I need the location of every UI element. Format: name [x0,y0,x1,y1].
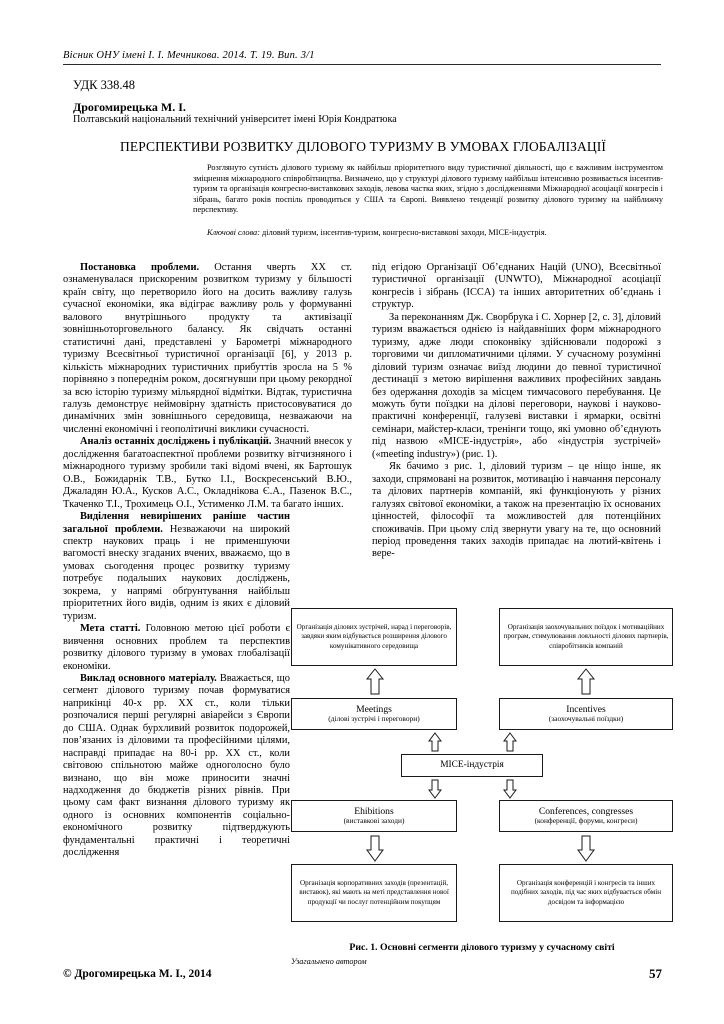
mice-core-label: МІСЕ-індустрія [440,759,504,770]
body-column-right [372,262,661,561]
text-analysis: Значний внесок у дослідження багатоаспектної проблеми розвитку вітчизняного і міжнародного туризму зробили такі відомі вчені, як Бартошук О.В., Божидарнік Т.В., Бутко І.І., Воскресенський В.Ю., Джаладян Ю.А., Кусков А.С., Окладнікова Є.А., Пазенок В.С., Ткаченко Т.І., Трохимець О.І., Устименко Л.М. та багато інших. [63,436,352,510]
conferences-title: Conferences, congresses [538,805,634,817]
keywords-line [193,228,663,239]
figure-source-note: Узагальнено автором [291,957,367,966]
text-main: Вважається, що сегмент ділового туризму почав формуватися наприкінці 40-х рр. XX ст., коли тільки розпочалися перші регулярні авіарейси з Європи до США. Однак бурхливий розвиток подорожей, пов’язаних із діловими та професійними цілями, насправді припадає на 80-і рр. XX ст., коли світовою спільнотою майже одноголосно було визнано, що він може приносити значні надходження до бюджетів різних рівнів. При цьому сам факт визнання ділового туризму як одного із основних компонентів соціально-економічного розвитку підтверджують фундаментальні практичні і теоретичні дослідження [63,672,290,859]
keywords-value: діловий туризм, інсентив-туризм, конгресно-виставкові заходи, МІСЕ-індустрія. [262,228,547,237]
text-right-3: Як бачимо з рис. 1, діловий туризм – це ніщо інше, як заходи, спрямовані на розвиток, мотивацію і навчання персоналу та ділових партнерів компаній, які функціонують у різних галузях світової економіки, а також на презентацію їх основаних цінностей, філософії та можливостей для потенційних споживачів. При цьому слід звернути увагу на те, що основний період проведення таких заходів припадає на лютий-квітень і вере- [372,461,661,560]
figure-box-mice-core [401,754,543,777]
text-unsolved: Незважаючи на широкий спектр наукових праць і не применшуючи вагомості внеску згаданих вчених, вважаємо, що в умовах сьогодення процес розвитку туризму потребує подальших наукових досліджень, зокрема, у напрямі обґрунтування найбільш пріоритетних його видів, одним із яких є діловий туризм. [63,523,290,622]
paragraph-main [63,673,290,860]
udk-code: УДК 338.48 [73,78,135,92]
arrow-down-left-icon [365,834,385,862]
paragraph-right-2 [372,312,661,461]
arrow-center-down-right-icon [503,779,517,799]
paragraph-right-1 [372,262,661,312]
heading-analysis: Аналіз останніх досліджень і публікацій. [80,436,272,448]
copyright-line: © Дрогомирецька М. І., 2014 [63,968,212,980]
arrow-up-left-icon [365,668,385,696]
arrow-down-right-icon [576,834,596,862]
figure-mice-segments [291,608,673,938]
incentives-sub: (заохочувальні поїздки) [548,713,624,723]
exhibitions-sub: (виставкові заходи) [343,815,405,825]
arrow-center-down-left-icon [428,779,442,799]
exhibitions-title: Ehibitions [354,805,394,817]
meetings-sub: (ділові зустрічі і переговори) [328,713,420,723]
keywords-label: Ключові слова: [207,228,260,237]
paragraph-goal [63,623,290,673]
paragraph-problem [63,262,352,436]
figure-caption: Рис. 1. Основні сегменти ділового туризму у сучасному світі [349,942,615,953]
conferences-sub: (конференції, форуми, конгреси) [534,815,638,825]
page-number: 57 [649,966,662,981]
abstract: Розглянуто сутність ділового туризму як найбільш пріоритетного виду туристичної діяльності, що є важливим інструментом зміцнення міжнародного співробітництва. Визначено, що у структурі ділового туризму найбільш інтенсивно розвивається інсентив-туризм та організація конгресно-виставкових заходів, левова частка яких, згідно з дослідженнями Міжнародної асоціації конгресів і зібрань, багато років поспіль проводиться у США та Європі. Виявлено тенденції розвитку ділового туризму на найближчу перспективу. [193,163,663,215]
figure-box-meetings [291,698,457,730]
text-right-1: під егідою Організації Об’єднаних Націй (UNO), Всесвітньої туристичної організації (UNWTO), Міжнародної асоціації конгресів і зібрань (ICCA) та інших авторитетних об’єднань і структур. [372,262,661,311]
author-name: Дрогомирецька М. І. [73,100,186,114]
text-goal: Головною метою цієї роботи є вивчення основних проблем та перспектив розвитку ділового туризму в умовах глобалізації економіки. [63,623,290,672]
paragraph-unsolved [63,511,290,623]
figure-box-incentives [499,698,673,730]
figure-box-top-left: Організація ділових зустрічей, нарад і переговорів, завдяки яким відбувається розширення ділового комунікативного середовища [291,608,457,666]
incentives-title: Incentives [566,703,606,715]
heading-unsolved: Виділення невирішених раніше частин загальної проблеми. [63,511,290,535]
figure-box-exhibitions [291,800,457,832]
affiliation: Полтавський національний технічний університет імені Юрія Кондратюка [73,114,397,125]
text-right-2: За переконанням Дж. Сворбрука і С. Хорнер [2, с. 3], діловий туризм вважається однією із найдавніших форм міжнародного туризму, адже люди споконвіку здійснювали подорожі з торговими чи дипломатичними цілями. У сучасному розумінні діловий туризм означає виїзд людини до певної туристичної дестинації з метою вирішення важливих професійних завдань без одержання доходів за місцем тимчасового перебування. Це можуть бути поїздки на ділові переговори, наукові і науково-практичні конференції, галузеві виставки і ярмарки, освітні семінари, майстер-класи, тренінги тощо, які умовно об’єднують під назвою «МІСЕ-індустрія», або «індустрія зустрічей» («meeting industry») (рис. 1). [372,311,661,460]
paragraph-analysis [63,436,352,511]
running-head: Вісник ОНУ імені І. І. Мечникова. 2014. Т. 19. Вип. 3/1 [63,50,661,65]
heading-problem: Постановка проблеми. [80,262,200,273]
figure-box-conferences [499,800,673,832]
paragraph-right-3 [372,461,661,561]
article-title: ПЕРСПЕКТИВИ РОЗВИТКУ ДІЛОВОГО ТУРИЗМУ В УМОВАХ ГЛОБАЛІЗАЦІЇ [120,139,606,154]
arrow-center-up-right-icon [503,732,517,752]
meetings-title: Meetings [356,703,392,715]
figure-box-bottom-right: Організація конференцій і конгресів та інших подібних заходів, під час яких відбувається обмін досвідом та інформацією [499,864,673,922]
text-problem: Остання чверть XX ст. ознаменувалася прискореним розвитком туризму у більшості країн світу, що перетворило його на досить важливу галузь сучасної економіки, яка відіграє важливу роль у формуванні валового внутрішнього продукту та активізації зовнішньоторговельного балансу. Як свідчать останні статистичні дані, представлені у Барометрі міжнародного туризму Всесвітньої туристичної організації [6], у 2013 р. кількість міжнародних туристичних прибуттів зросла на 5 % порівняно з попереднім роком, досягнувши при цьому рекордної за всю історію туризму мільярдної відмітки. Відтак, туристична галузь демонструє неймовірну здатність пристосовуватися до динамічних змін зовнішнього середовища, незважаючи на численні економічні і геополітичні виклики сучасності. [63,262,352,435]
arrow-center-up-left-icon [428,732,442,752]
figure-box-bottom-left: Організація корпоративних заходів (презентацій, виставок), які мають на меті представлення нової продукції чи послуг потенційним покупцям [291,864,457,922]
heading-main: Виклад основного матеріалу. [80,672,217,684]
heading-goal: Мета статті. [80,623,141,635]
arrow-up-right-icon [576,668,596,696]
figure-box-top-right: Організація заохочувальних поїздок і мотиваційних програм, стимулювання лояльності ділових партнерів, співробітників компаній [499,608,673,666]
